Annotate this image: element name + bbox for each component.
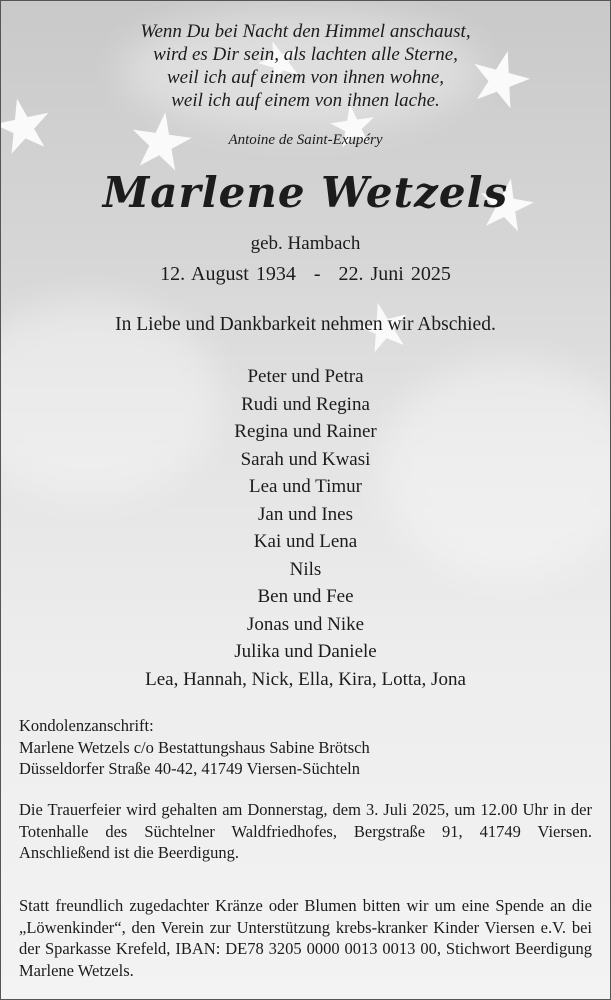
family-member: Peter und Petra <box>247 366 364 387</box>
family-member: Nils <box>289 558 322 580</box>
family-member: Julika und Daniele <box>234 641 377 662</box>
death-date: 22. Juni 2025 <box>338 263 451 285</box>
birth-date: 12. August 1934 <box>160 263 296 285</box>
donation-notice: Statt freundlich zugedachter Kränze oder Blumen bitten wir um eine Spende an die „Löwenkinder“, den Verein zur Unterstützung krebs-kranker Kinder Viersen e.V. bei der Sparkasse Krefeld, IBAN: DE78 3205 0000 0013 0013 00, Stichwort Beerdigung Marlene Wetzels. <box>19 896 592 980</box>
family-member: Jonas und Nike <box>246 613 365 635</box>
condolence-heading: Kondolenzanschrift: <box>19 716 154 735</box>
family-member: Lea und Timur <box>249 476 362 497</box>
farewell-text: In Liebe und Dankbarkeit nehmen wir Abschied. <box>115 314 496 335</box>
family-member: Lea, Hannah, Nick, Ella, Kira, Lotta, Jona <box>145 668 466 690</box>
family-member: Regina und Rainer <box>234 421 377 442</box>
poem-author: Antoine de Saint-Exupéry <box>228 132 383 148</box>
family-member: Sarah und Kwasi <box>240 448 371 470</box>
condolence-line: Marlene Wetzels c/o Bestattungshaus Sabine Brötsch <box>19 737 370 757</box>
condolence-address <box>19 715 592 780</box>
family-member: Ben und Fee <box>257 586 354 607</box>
family-member: Rudi und Regina <box>241 393 370 415</box>
poem-line: Wenn Du bei Nacht den Himmel anschaust, <box>140 21 471 42</box>
poem-line: weil ich auf einem von ihnen lache. <box>171 90 440 111</box>
life-dates <box>0 263 611 286</box>
poem-line: wird es Dir sein, als lachten alle Sterne, <box>153 44 458 65</box>
poem <box>0 20 611 112</box>
family-member: Kai und Lena <box>253 531 358 552</box>
funeral-notice: Die Trauerfeier wird gehalten am Donnerstag, dem 3. Juli 2025, um 12.00 Uhr in der Totenhalle des Süchtelner Waldfriedhofes, Bergstraße 91, 41749 Viersen. Anschließend ist die Beerdigung. <box>19 800 592 862</box>
family-member: Jan und Ines <box>258 503 353 525</box>
deceased-name: Marlene Wetzels <box>102 168 509 217</box>
condolence-line: Düsseldorfer Straße 40-42, 41749 Viersen-Süchteln <box>19 759 361 778</box>
family-list <box>0 363 611 693</box>
date-separator: - <box>313 263 321 285</box>
poem-line: weil ich auf einem von ihnen wohne, <box>166 67 445 88</box>
birth-name: geb. Hambach <box>250 233 361 254</box>
